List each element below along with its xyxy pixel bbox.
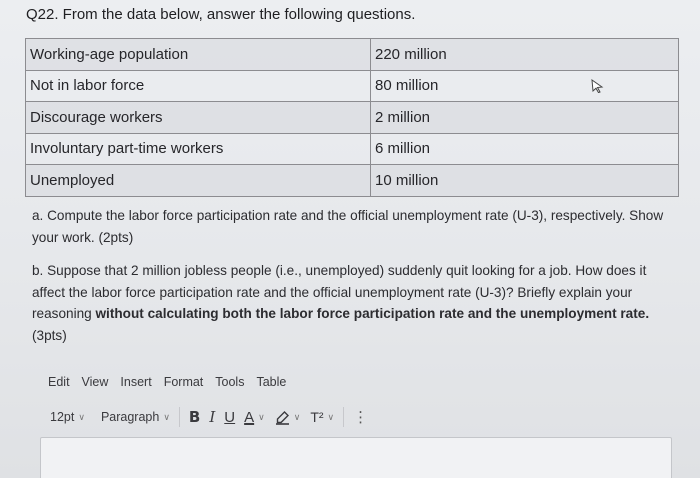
part-a-text: a. Compute the labor force participation rate and the official unemployment rate (U-3), respectively. Show your work. (2pts): [32, 208, 664, 245]
row-label: Not in labor force: [26, 70, 371, 102]
menu-format[interactable]: Format: [163, 375, 204, 389]
superscript-button: T²: [310, 409, 324, 425]
row-label: Involuntary part-time workers: [26, 133, 371, 165]
menu-table[interactable]: Table: [256, 375, 287, 389]
chevron-down-icon: ∨: [78, 411, 85, 422]
table-row: [26, 70, 679, 102]
menu-view[interactable]: View: [81, 375, 109, 389]
more-options-icon[interactable]: ⋮: [353, 409, 368, 426]
highlight-color-dropdown[interactable]: [275, 410, 301, 425]
row-value: 6 million: [371, 133, 679, 165]
editor-toolbar: [50, 406, 367, 428]
underline-button[interactable]: U: [224, 408, 236, 426]
row-value: 220 million: [371, 39, 679, 71]
highlighter-icon: [275, 410, 290, 425]
superscript-dropdown[interactable]: [310, 409, 334, 425]
data-table: [25, 38, 679, 197]
table-row: [26, 133, 679, 165]
row-label: Discourage workers: [26, 102, 371, 134]
bold-button[interactable]: B: [188, 408, 201, 426]
paragraph-format-dropdown[interactable]: [101, 410, 170, 424]
text-color-dropdown[interactable]: [244, 409, 265, 426]
mouse-cursor-icon: [590, 79, 604, 93]
font-size-value: 12pt: [50, 410, 75, 424]
font-size-dropdown[interactable]: [50, 410, 85, 424]
row-value: 10 million: [371, 165, 679, 197]
row-value: 80 million: [371, 70, 679, 102]
part-b-text: [32, 260, 680, 346]
table-row: [26, 102, 679, 134]
table-row: [26, 39, 679, 71]
row-label: Working-age population: [26, 39, 371, 71]
paragraph-format-value: Paragraph: [100, 410, 160, 424]
editor-menubar: [48, 375, 298, 389]
menu-insert[interactable]: Insert: [120, 375, 152, 389]
menu-tools[interactable]: Tools: [215, 375, 245, 389]
toolbar-divider: [343, 407, 344, 427]
italic-button[interactable]: I: [209, 408, 216, 426]
chevron-down-icon: ∨: [163, 411, 170, 422]
part-b-prefix: b. Suppose that 2 million jobless people (i.e., unemployed) suddenly quit looking for a job. How does it affect the labor force participation rate and the official unemployment rate (U-3)? Briefly explain your reasoning: [32, 263, 647, 321]
part-b-suffix: (3pts): [32, 327, 67, 343]
part-b-bold: without calculating both the labor force participation rate and the unemployment rate.: [95, 306, 650, 321]
menu-edit[interactable]: Edit: [48, 375, 70, 389]
table-row: [26, 165, 679, 197]
answer-editor[interactable]: [40, 437, 672, 478]
text-color-button: A: [244, 408, 255, 426]
chevron-down-icon: ∨: [293, 411, 301, 422]
question-title: Q22. From the data below, answer the following questions.: [26, 6, 416, 23]
row-label: Unemployed: [26, 165, 371, 197]
toolbar-divider: [179, 407, 180, 427]
row-value: 2 million: [371, 102, 679, 134]
chevron-down-icon: ∨: [258, 411, 265, 422]
chevron-down-icon: ∨: [327, 411, 335, 422]
